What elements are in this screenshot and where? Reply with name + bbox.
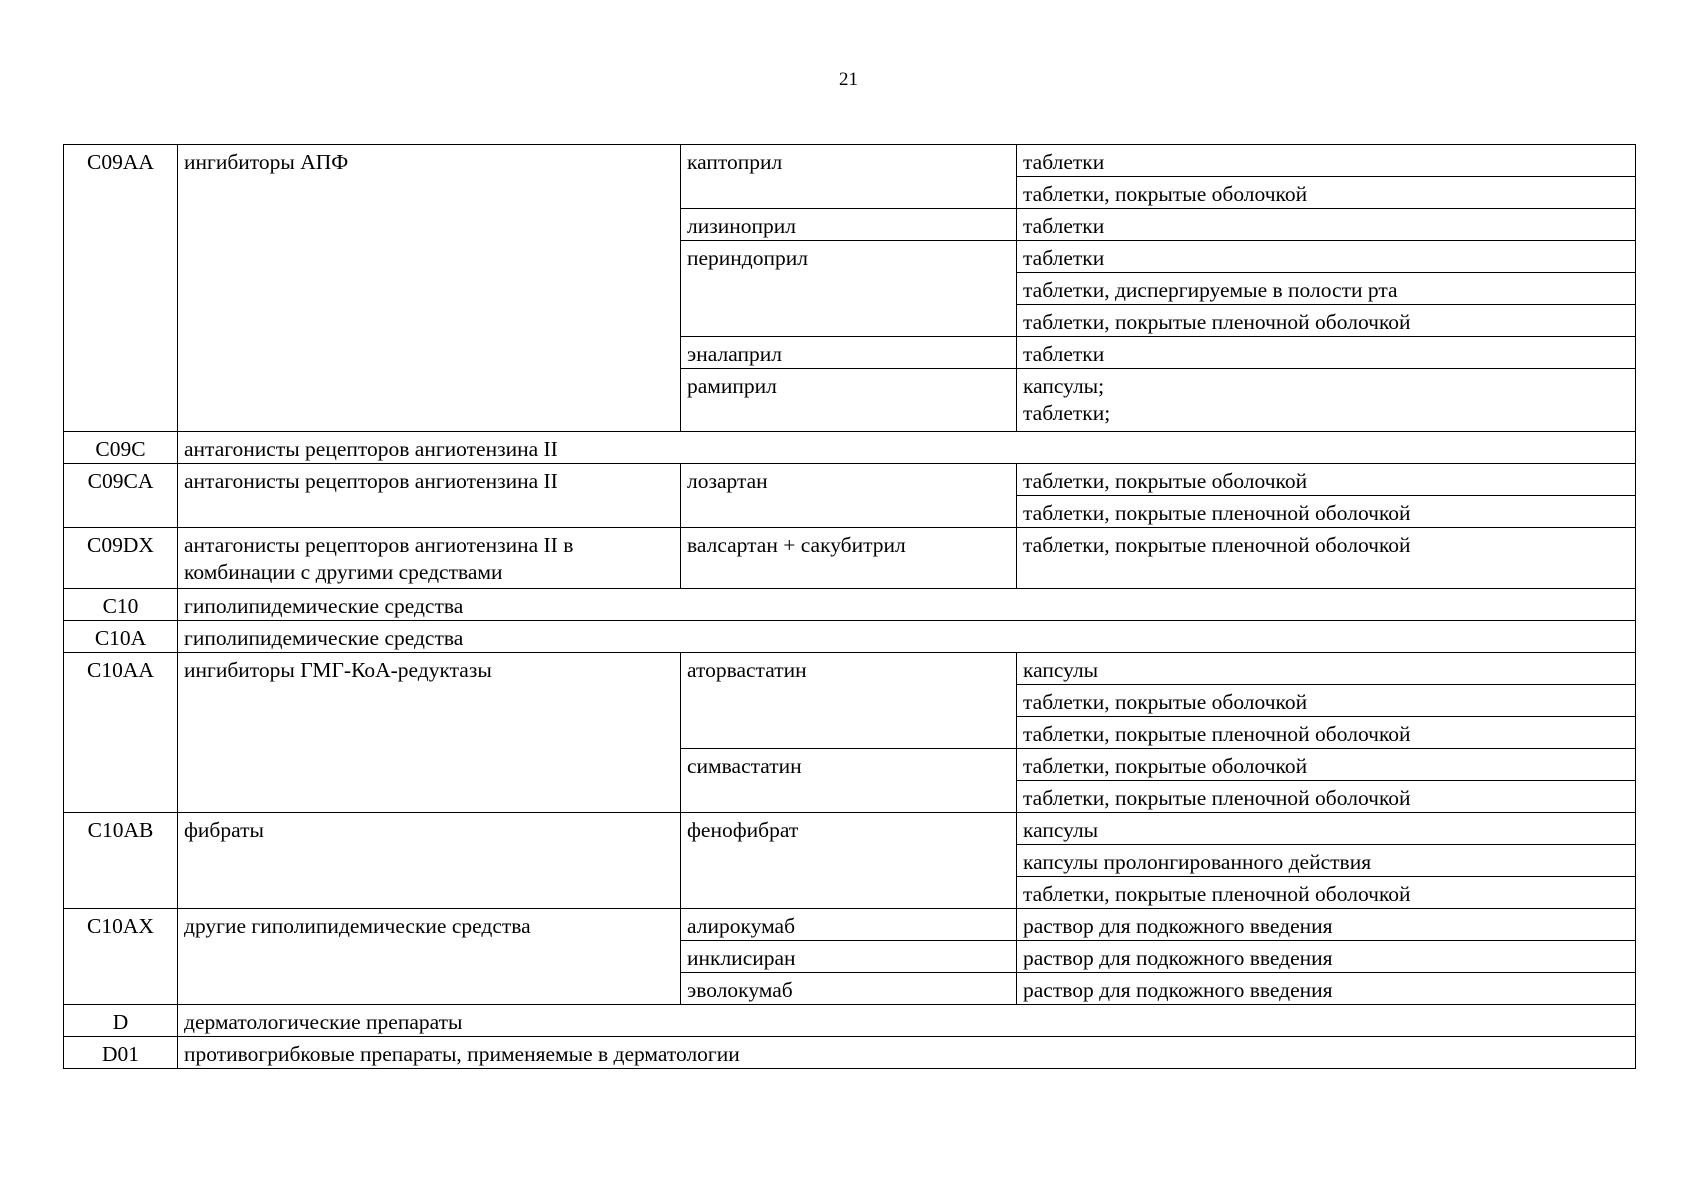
- dosage-form: таблетки, покрытые пленочной оболочкой: [1017, 717, 1636, 749]
- dosage-form: таблетки, покрытые оболочкой: [1017, 177, 1636, 209]
- group-name: гиполипидемические средства: [178, 621, 1636, 653]
- group-name: антагонисты рецепторов ангиотензина II: [178, 432, 1636, 464]
- dosage-form: капсулы;: [1023, 374, 1105, 398]
- table-row: [64, 432, 1636, 464]
- drug-name: фенофибрат: [681, 813, 1017, 909]
- group-name: ингибиторы ГМГ-КоА-редуктазы: [178, 653, 681, 813]
- atc-code: C09CA: [64, 464, 178, 528]
- drug-name: инклисиран: [681, 941, 1017, 973]
- dosage-form: таблетки, покрытые пленочной оболочкой: [1017, 496, 1636, 528]
- group-name: дерматологические препараты: [178, 1005, 1636, 1037]
- table-row: [64, 621, 1636, 653]
- dosage-form: таблетки: [1017, 337, 1636, 369]
- table-row: [64, 464, 1636, 496]
- drug-name: эволокумаб: [681, 973, 1017, 1005]
- drug-name: алирокумаб: [681, 909, 1017, 941]
- atc-code: C10A: [64, 621, 178, 653]
- atc-code: C10AX: [64, 909, 178, 1005]
- dosage-form: таблетки;: [1023, 401, 1111, 425]
- group-name: фибраты: [178, 813, 681, 909]
- dosage-form: таблетки, покрытые оболочкой: [1017, 749, 1636, 781]
- drug-name: эналаприл: [681, 337, 1017, 369]
- drug-name: лизиноприл: [681, 209, 1017, 241]
- table-row: [64, 528, 1636, 589]
- dosage-form: таблетки, покрытые пленочной оболочкой: [1017, 781, 1636, 813]
- dosage-form: капсулы пролонгированного действия: [1017, 845, 1636, 877]
- dosage-form: капсулы: [1017, 653, 1636, 685]
- drug-classification-table: [63, 144, 1636, 1069]
- table-row: [64, 1005, 1636, 1037]
- dosage-form: раствор для подкожного введения: [1017, 941, 1636, 973]
- table-row: [64, 813, 1636, 845]
- dosage-form: таблетки, покрытые оболочкой: [1017, 464, 1636, 496]
- page-number: 21: [839, 69, 858, 90]
- table-row: [64, 589, 1636, 621]
- table-row: [64, 145, 1636, 177]
- atc-code: C09C: [64, 432, 178, 464]
- drug-name: лозартан: [681, 464, 1017, 528]
- dosage-form: раствор для подкожного введения: [1017, 909, 1636, 941]
- dosage-form: таблетки: [1017, 145, 1636, 177]
- atc-code: C10AA: [64, 653, 178, 813]
- drug-name: аторвастатин: [681, 653, 1017, 749]
- drug-name: валсартан + сакубитрил: [681, 528, 1017, 589]
- atc-code: D01: [64, 1037, 178, 1069]
- drug-name: периндоприл: [681, 241, 1017, 337]
- atc-code: C10AB: [64, 813, 178, 909]
- atc-code: C09DX: [64, 528, 178, 589]
- drug-name: каптоприл: [681, 145, 1017, 209]
- group-name: противогрибковые препараты, применяемые в дерматологии: [178, 1037, 1636, 1069]
- dosage-form: раствор для подкожного введения: [1017, 973, 1636, 1005]
- dosage-form: таблетки: [1017, 209, 1636, 241]
- group-name: другие гиполипидемические средства: [178, 909, 681, 1005]
- group-name: гиполипидемические средства: [178, 589, 1636, 621]
- drug-name: симвастатин: [681, 749, 1017, 813]
- atc-code: D: [64, 1005, 178, 1037]
- dosage-form: капсулы: [1017, 813, 1636, 845]
- dosage-form: таблетки, покрытые пленочной оболочкой: [1017, 305, 1636, 337]
- dosage-form: таблетки: [1017, 241, 1636, 273]
- dosage-form: таблетки, покрытые оболочкой: [1017, 685, 1636, 717]
- table-row: [64, 653, 1636, 685]
- table-row: [64, 1037, 1636, 1069]
- dosage-form: таблетки, покрытые пленочной оболочкой: [1017, 877, 1636, 909]
- group-name: антагонисты рецепторов ангиотензина II в комбинации с другими средствами: [178, 528, 681, 589]
- table-row: [64, 909, 1636, 941]
- atc-code: C10: [64, 589, 178, 621]
- dosage-form-list: [1017, 369, 1636, 432]
- group-name: ингибиторы АПФ: [178, 145, 681, 432]
- drug-name: рамиприл: [681, 369, 1017, 432]
- group-name: антагонисты рецепторов ангиотензина II: [178, 464, 681, 528]
- dosage-form: таблетки, покрытые пленочной оболочкой: [1017, 528, 1636, 589]
- dosage-form: таблетки, диспергируемые в полости рта: [1017, 273, 1636, 305]
- atc-code: C09AA: [64, 145, 178, 432]
